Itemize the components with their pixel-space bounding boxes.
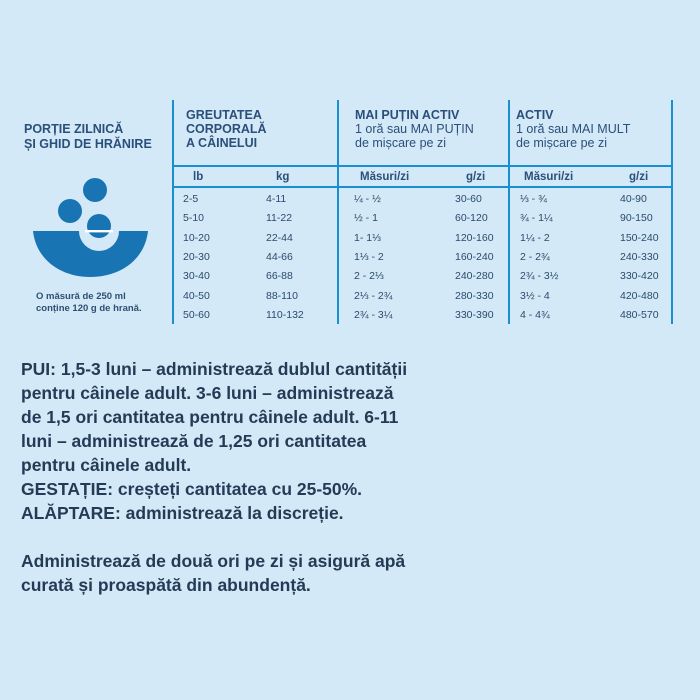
table-cell: 10-20 xyxy=(183,232,210,244)
table-cell: 22-44 xyxy=(266,232,293,244)
weight-header-line-1: GREUTATEA xyxy=(186,108,262,122)
table-cell: 280-330 xyxy=(455,290,494,302)
puppy-note-line-2: pentru câinele adult. 3-6 luni – administrează xyxy=(21,383,394,403)
table-cell: 120-160 xyxy=(455,232,494,244)
table-cell: 20-30 xyxy=(183,251,210,263)
column-header-separator xyxy=(173,186,673,188)
column-header-kg: kg xyxy=(276,171,290,183)
column-header-grams-active: g/zi xyxy=(629,171,649,183)
measure-note-line-1: O măsură de 250 ml xyxy=(36,291,126,302)
table-cell: 2 - 2¾ xyxy=(520,251,550,263)
table-cell: 2⅓ - 2¾ xyxy=(354,290,393,302)
table-cell: 1⅓ - 2 xyxy=(354,251,384,263)
table-divider-4 xyxy=(671,100,673,324)
table-cell: 240-330 xyxy=(620,251,659,263)
measure-note-line-2: conține 120 g de hrană. xyxy=(36,303,142,314)
lactation-note: ALĂPTARE: administrează la discreție. xyxy=(21,503,344,523)
header-separator xyxy=(173,165,673,167)
table-cell: 30-60 xyxy=(455,193,482,205)
kibble-left-icon xyxy=(58,199,82,223)
bowl-rim-highlight xyxy=(85,230,113,232)
table-cell: 40-50 xyxy=(183,290,210,302)
measure-note xyxy=(36,291,142,315)
guide-title-line-1: PORȚIE ZILNICĂ xyxy=(24,122,124,136)
gestation-note: GESTAȚIE: creșteți cantitatea cu 25-50%. xyxy=(21,479,363,499)
table-cell: 1- 1⅓ xyxy=(354,232,381,244)
less-active-group-header xyxy=(355,108,474,150)
table-cell: 2-5 xyxy=(183,193,199,205)
kibble-center-icon xyxy=(87,214,111,238)
guide-title xyxy=(24,122,152,152)
active-header-line-2: 1 oră sau MAI MULT xyxy=(516,122,631,136)
final-note-line-2: curată și proaspătă din abundență. xyxy=(21,575,311,595)
table-cell: 4-11 xyxy=(266,193,287,205)
guide-title-line-2: ȘI GHID DE HRĂNIRE xyxy=(24,137,152,151)
table-cell: 5-10 xyxy=(183,212,205,224)
column-header-measures-less-active: Măsuri/zi xyxy=(360,171,410,183)
column-header-lb: lb xyxy=(193,171,204,183)
table-divider-2 xyxy=(337,100,339,324)
table-cell: 420-480 xyxy=(620,290,659,302)
puppy-note-line-5: pentru câinele adult. xyxy=(21,455,192,475)
table-divider-3 xyxy=(508,100,510,324)
table-cell: 30-40 xyxy=(183,270,210,282)
table-cell: 150-240 xyxy=(620,232,659,244)
weight-group-header xyxy=(186,108,267,150)
table-cell: 50-60 xyxy=(183,309,210,321)
table-cell: 330-390 xyxy=(455,309,494,321)
puppy-note-line-3: de 1,5 ori cantitatea pentru câinele adult. 6-11 xyxy=(21,407,399,427)
active-header-line-3: de mișcare pe zi xyxy=(516,136,608,150)
table-cell: ¼ - ½ xyxy=(354,193,381,205)
table-cell: ¾ - 1¼ xyxy=(520,212,553,224)
table-cell: 2¾ - 3½ xyxy=(520,270,559,282)
final-note-line-1: Administrează de două ori pe zi și asigură apă xyxy=(21,551,406,571)
kibble-top-icon xyxy=(83,178,107,202)
table-cell: ⅓ - ¾ xyxy=(520,193,547,205)
table-cell: 480-570 xyxy=(620,309,659,321)
table-cell: 330-420 xyxy=(620,270,659,282)
column-header-measures-active: Măsuri/zi xyxy=(524,171,574,183)
table-cell: ½ - 1 xyxy=(354,212,378,224)
active-group-header xyxy=(516,108,630,150)
less-active-header-line-3: de mișcare pe zi xyxy=(355,136,447,150)
table-cell: 240-280 xyxy=(455,270,494,282)
table-cell: 1¼ - 2 xyxy=(520,232,550,244)
table-cell: 60-120 xyxy=(455,212,488,224)
table-cell: 40-90 xyxy=(620,193,647,205)
weight-header-line-3: A CÂINELUI xyxy=(186,136,258,150)
puppy-note-line-4: luni – administrează de 1,25 ori cantitatea xyxy=(21,431,367,451)
food-bowl-icon xyxy=(33,174,148,279)
column-header-grams-less-active: g/zi xyxy=(466,171,486,183)
bowl-shape xyxy=(33,231,148,277)
table-cell: 160-240 xyxy=(455,251,494,263)
table-cell: 3½ - 4 xyxy=(520,290,550,302)
feeding-notes xyxy=(21,357,521,597)
less-active-header-line-1: MAI PUȚIN ACTIV xyxy=(355,108,460,122)
table-cell: 90-150 xyxy=(620,212,653,224)
table-divider-1 xyxy=(172,100,174,324)
table-cell: 44-66 xyxy=(266,251,293,263)
table-cell: 4 - 4¾ xyxy=(520,309,550,321)
table-cell: 2 - 2⅓ xyxy=(354,270,384,282)
table-cell: 2¾ - 3¼ xyxy=(354,309,393,321)
puppy-note-line-1: PUI: 1,5-3 luni – administrează dublul cantității xyxy=(21,359,408,379)
weight-header-line-2: CORPORALĂ xyxy=(186,122,267,136)
table-cell: 66-88 xyxy=(266,270,293,282)
table-cell: 88-110 xyxy=(266,290,298,302)
table-cell: 11-22 xyxy=(266,212,293,224)
active-header-line-1: ACTIV xyxy=(516,108,554,122)
less-active-header-line-2: 1 oră sau MAI PUȚIN xyxy=(355,122,474,136)
table-cell: 110-132 xyxy=(266,309,304,321)
